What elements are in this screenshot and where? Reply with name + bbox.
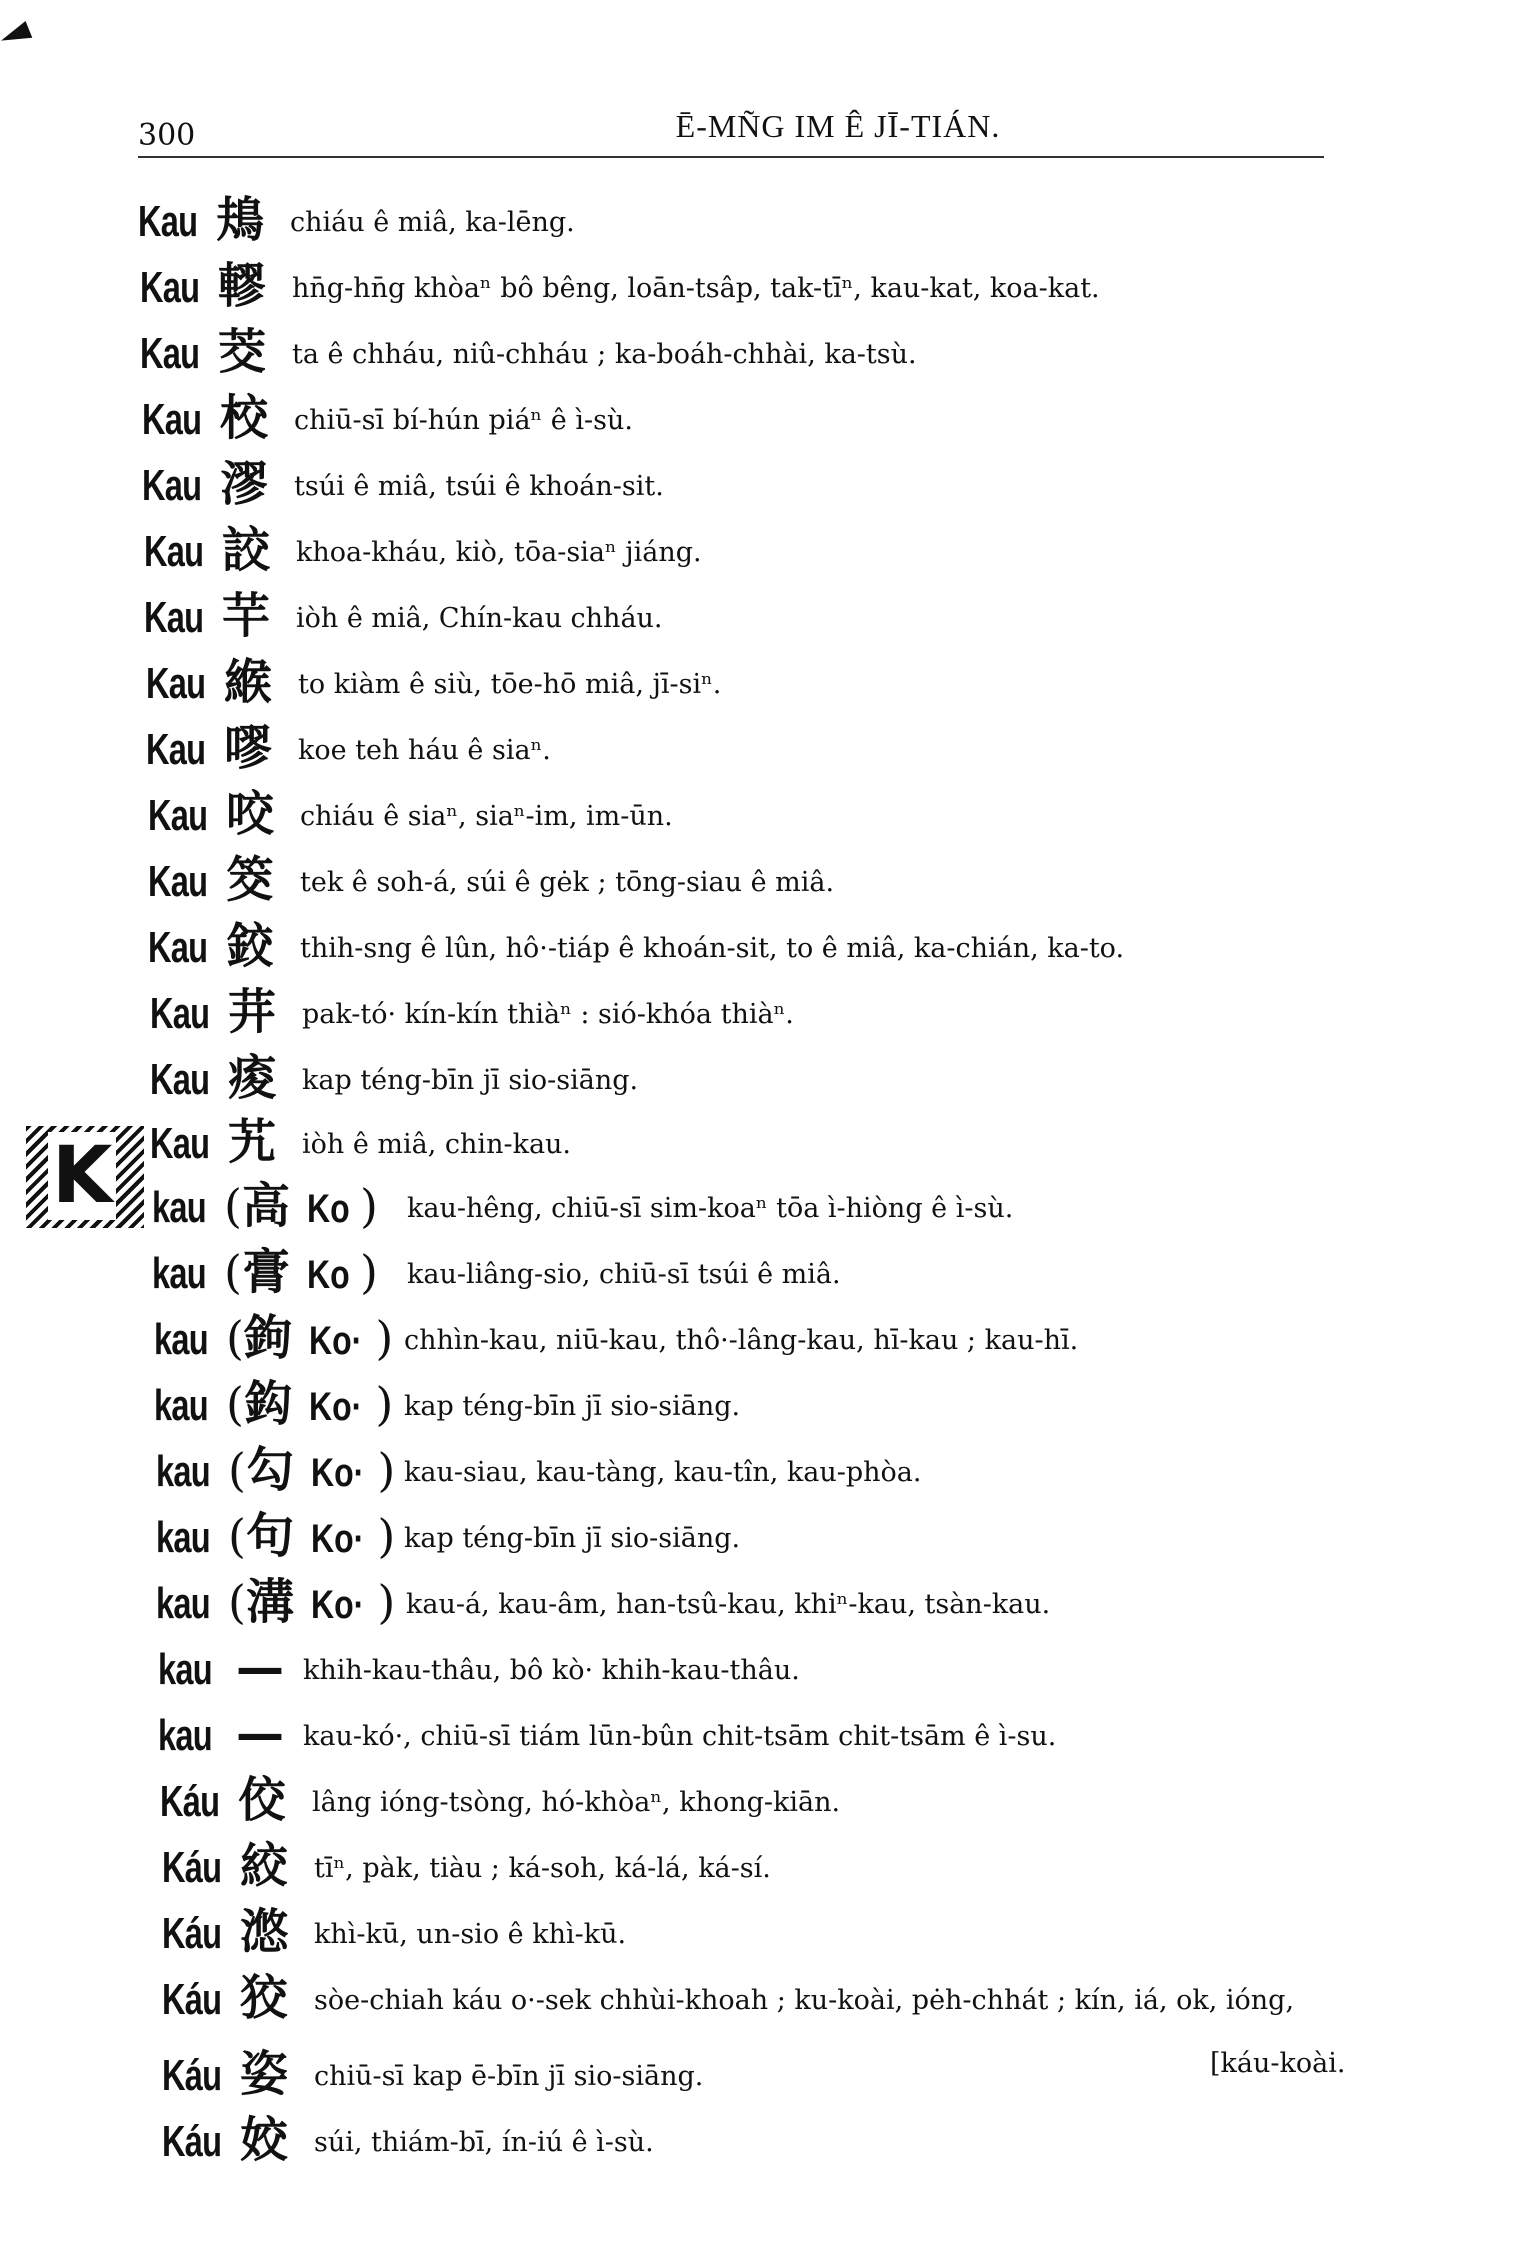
entry-headword: Kau [144,593,204,642]
entry-definition: lâng ióng-tsòng, hó-khòaⁿ, khong-kiān. [312,1787,841,1818]
entry-definition: ta ê chháu, niû-chháu ; ka-boáh-chhài, ka-tsù. [292,339,917,370]
open-paren: ( [226,1311,244,1365]
close-paren: ) [360,1179,378,1233]
entry-character: 艽 [228,1114,277,1170]
entry-definition: iòh ê miâ, Chín-kau chháu. [296,603,663,634]
entry-headword: Káu [162,1909,222,1958]
entry-character-group [226,1310,393,1369]
entry-character: 姿 [240,2046,289,2102]
entry-character: 鳺 [216,192,265,248]
entry-definition: chiáu ê siaⁿ, siaⁿ-im, im-ūn. [300,801,673,832]
entry-definition: iòh ê miâ, chin-kau. [302,1129,572,1160]
entry-character: 咬 [226,786,275,842]
entry-definition: to kiàm ê siù, tōe-hō miâ, jī-siⁿ. [298,669,722,700]
entry-headword: Kau [142,461,202,510]
entry-character: 茾 [228,984,277,1040]
entry-character: 緱 [224,654,273,710]
entry-definition: tsúi ê miâ, tsúi ê khoán-sit. [294,471,664,502]
entry-definition: koe teh háu ê siaⁿ. [298,735,551,766]
close-paren: ) [377,1575,396,1629]
entry-headword: kau [152,1183,206,1232]
entry-character: 滺 [240,1904,289,1960]
entry-character: 鉤 [243,1310,292,1366]
entry-definition: kap téng-bīn jī sio-siāng. [404,1523,741,1554]
entry-headword: kau [154,1315,208,1364]
entry-character: 姣 [240,2112,289,2168]
entry-reference: Ko [306,1187,350,1231]
entry-headword: Kau [148,791,208,840]
entry-headword: Kau [150,1055,210,1104]
entry-character: — [236,1640,284,1696]
entry-definition: kau-hêng, chiū-sī sim-koaⁿ tōa ì-hiòng ê ì-sù. [407,1193,1014,1224]
entry-character: — [236,1706,284,1762]
open-paren: ( [224,1179,242,1233]
entry-reference: Ko· [310,1583,364,1627]
entry-headword: kau [158,1711,212,1760]
close-paren: ) [377,1443,396,1497]
entry-headword: kau [158,1645,212,1694]
entry-character: 轇 [218,258,267,314]
entry-character: 茭 [218,324,267,380]
entry-character: 絞 [240,1838,289,1894]
entry-character-group [226,1376,393,1435]
entry-character: 狡 [240,1970,289,2026]
entry-definition: kau-siau, kau-tàng, kau-tîn, kau-phòa. [404,1457,922,1488]
entry-character: 溝 [245,1574,294,1630]
entry-headword: Káu [160,1777,220,1826]
entry-headword: Káu [162,2117,222,2166]
entry-definition: thih-sng ê lûn, hô·-tiáp ê khoán-sit, to ê miâ, ka-chián, ka-to. [300,933,1125,964]
close-paren: ) [375,1377,394,1431]
entry-reference: Ko· [310,1517,364,1561]
entry-headword: Kau [150,1119,210,1168]
entry-definition: kap téng-bīn jī sio-siāng. [302,1065,639,1096]
entry-reference: Ko [306,1253,350,1297]
entry-definition: tek ê soh-á, súi ê gėk ; tōng-siau ê miâ. [300,867,835,898]
entry-definition: khih-kau-thâu, bô kò· khih-kau-thâu. [303,1655,800,1686]
entry-character: 勾 [245,1442,294,1498]
entry-definition: súi, thiám-bī, ín-iú ê ì-sù. [314,2127,654,2158]
close-paren: ) [375,1311,394,1365]
entry-character: 佼 [238,1772,287,1828]
entry-headword: Káu [162,2051,222,2100]
entry-headword: Káu [162,1843,222,1892]
entry-definition: tīⁿ, pàk, tiàu ; ká-soh, ká-lá, ká-sí. [314,1853,771,1884]
entry-reference: Ko· [308,1319,362,1363]
entry-headword: Kau [142,395,202,444]
entry-definition: chiū-sī kap ē-bīn jī sio-siāng. [314,2061,704,2092]
entry-headword: Kau [140,329,200,378]
entry-character: 校 [220,390,269,446]
entry-headword: kau [152,1249,206,1298]
entry-headword: Káu [162,1975,222,2024]
open-paren: ( [224,1245,242,1299]
entry-headword: Kau [144,527,204,576]
entry-character-group [224,1178,378,1237]
open-paren: ( [228,1443,246,1497]
entry-definition: kau-á, kau-âm, han-tsû-kau, khiⁿ-kau, tsàn-kau. [406,1589,1051,1620]
open-paren: ( [228,1575,246,1629]
entry-definition: kap téng-bīn jī sio-siāng. [404,1391,741,1422]
entry-character: 鈎 [243,1376,292,1432]
entry-headword: Kau [148,923,208,972]
entry-character: 句 [245,1508,294,1564]
entry-continuation: [káu-koài. [1210,2048,1346,2079]
entry-headword: kau [156,1579,210,1628]
close-paren: ) [377,1509,396,1563]
entry-definition: kau-kó·, chiū-sī tiám lūn-bûn chit-tsām chit-tsām ê ì-su. [303,1721,1057,1752]
entry-character: 芉 [222,588,271,644]
entry-character-group [228,1442,395,1501]
entry-headword: kau [156,1447,210,1496]
entry-character-group [224,1244,378,1303]
entry-headword: Kau [140,263,200,312]
entry-definition: khì-kū, un-sio ê khì-kū. [314,1919,627,1950]
entry-headword: Kau [138,197,198,246]
entry-character: 鉸 [226,918,275,974]
entry-definition: hn̄g-hn̄g khòaⁿ bô bêng, loān-tsâp, tak-tīⁿ, kau-kat, koa-kat. [292,273,1100,304]
entry-character: 筊 [226,852,275,908]
entry-headword: Kau [146,725,206,774]
entry-character: 詨 [222,522,271,578]
entry-definition: khoa-kháu, kiò, tōa-siaⁿ jiáng. [296,537,702,568]
entry-character-group [228,1508,395,1567]
running-title: Ē-MÑG IM Ê JĪ-TIÁN. [675,108,1001,144]
entry-headword: kau [156,1513,210,1562]
open-paren: ( [226,1377,244,1431]
thumb-index-letter: K [48,1132,116,1220]
entry-reference: Ko· [308,1385,362,1429]
entry-definition: chhìn-kau, niū-kau, thô·-lâng-kau, hī-kau ; kau-hī. [404,1325,1079,1356]
entry-definition: kau-liâng-sio, chiū-sī tsúi ê miâ. [407,1259,841,1290]
entry-reference: Ko· [310,1451,364,1495]
entry-character: 膏 [241,1244,290,1300]
entry-headword: Kau [146,659,206,708]
entry-definition: pak-tó· kín-kín thiàⁿ : sió-khóa thiàⁿ. [302,999,794,1030]
entry-headword: Kau [148,857,208,906]
entry-character: 嘐 [224,720,273,776]
entry-character: 高 [241,1178,290,1234]
entry-definition: chiáu ê miâ, ka-lēng. [290,207,575,238]
entry-character-group [228,1574,395,1633]
page-number: 300 [138,118,196,153]
open-paren: ( [228,1509,246,1563]
entry-character: 痠 [228,1050,277,1106]
entry-headword: kau [154,1381,208,1430]
entry-character: 漻 [220,456,269,512]
entry-definition: chiū-sī bí-hún piáⁿ ê ì-sù. [294,405,633,436]
entry-headword: Kau [150,989,210,1038]
close-paren: ) [360,1245,378,1299]
entry-definition: sòe-chiah káu o·-sek chhùi-khoah ; ku-koài, pėh-chhát ; kín, iá, ok, ióng, [314,1985,1295,2016]
